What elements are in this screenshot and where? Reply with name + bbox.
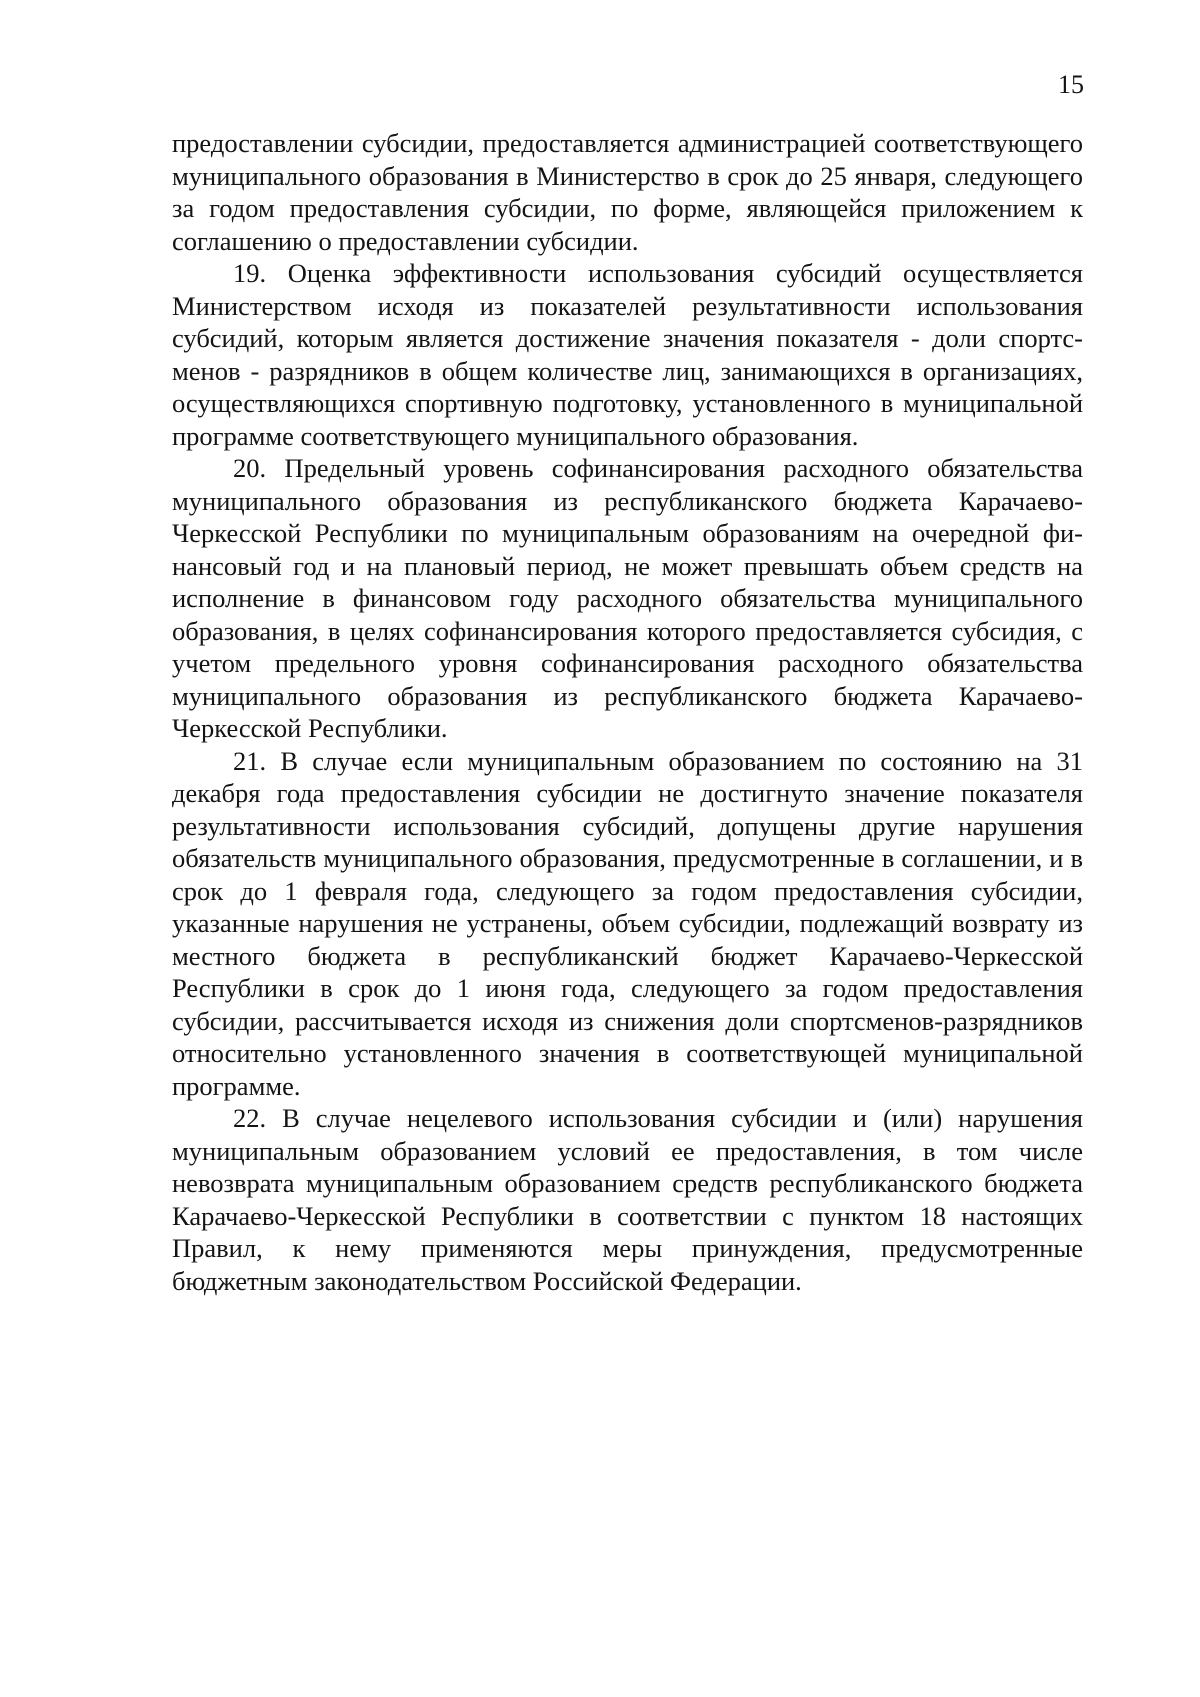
paragraph-21: 21. В случае если муниципальным образованием по состоянию на 31 декабря года предоставления субсидии не достигнуто значение показателя результативности использования субсидий, допущены другие нарушения обязательств муниципального образования, предусмотренные в соглашении, и в срок до 1 февраля года, следующего за годом предоставления субсидии, указанные нарушения не устранены, объем субсидии, подлежащий возврату из местного бюджета в республиканский бюджет Карачаево-Черкесской Республики в срок до 1 июня года, следующего за годом предоставления субсидии, рассчитывается исходя из снижения доли спортсменов-разрядников относительно установленного значения в соответствующей муниципальной программе.	[172, 745, 1083, 1101]
paragraph-continuation: предоставлении субсидии, предоставляется администрацией соответствующего муниципального образования в Министерство в срок до 25 января, следующего за годом предоставления субсидии, по форме, являющейся приложением к соглашению о предоставлении субсидии.	[172, 128, 1083, 256]
document-body	[172, 127, 1083, 1297]
page-number: 15	[1058, 70, 1084, 99]
paragraph-22: 22. В случае нецелевого использования субсидии и (или) нарушения муниципальным образованием условий ее предоставления, в том числе невозврата муниципальным образованием средств республиканского бюджета Карачаево-Черкесской Республики в соответствии с пунктом 18 настоящих Правил, к нему применяются меры принуждения, предусмотренные бюджетным законодательством Российской Федерации.	[172, 1103, 1083, 1296]
paragraph-20: 20. Предельный уровень софинансирования расходного обязательства муниципального образования из республиканского бюджета Карачаево-Черкесской Республики по муниципальным образованиям на очередной финансовый год и на плановый период, не может превышать объем средств на исполнение в финансовом году расходного обязательства муниципального образования, в целях софинансирования которого предоставляется субсидия, с учетом предельного уровня софинансирования расходного обязательства муниципального образования из республиканского бюджета Карачаево-Черкесской Республики.	[172, 453, 1083, 743]
paragraph-19: 19. Оценка эффективности использования субсидий осуществляется Министерством исходя из показателей результативности использования субсидий, которым является достижение значения показателя - доли спортсменов - разрядников в общем количестве лиц, занимающихся в организациях, осуществляющихся спортивную подготовку, установленного в муниципальной программе соответствующего муниципального образования.	[172, 258, 1083, 451]
